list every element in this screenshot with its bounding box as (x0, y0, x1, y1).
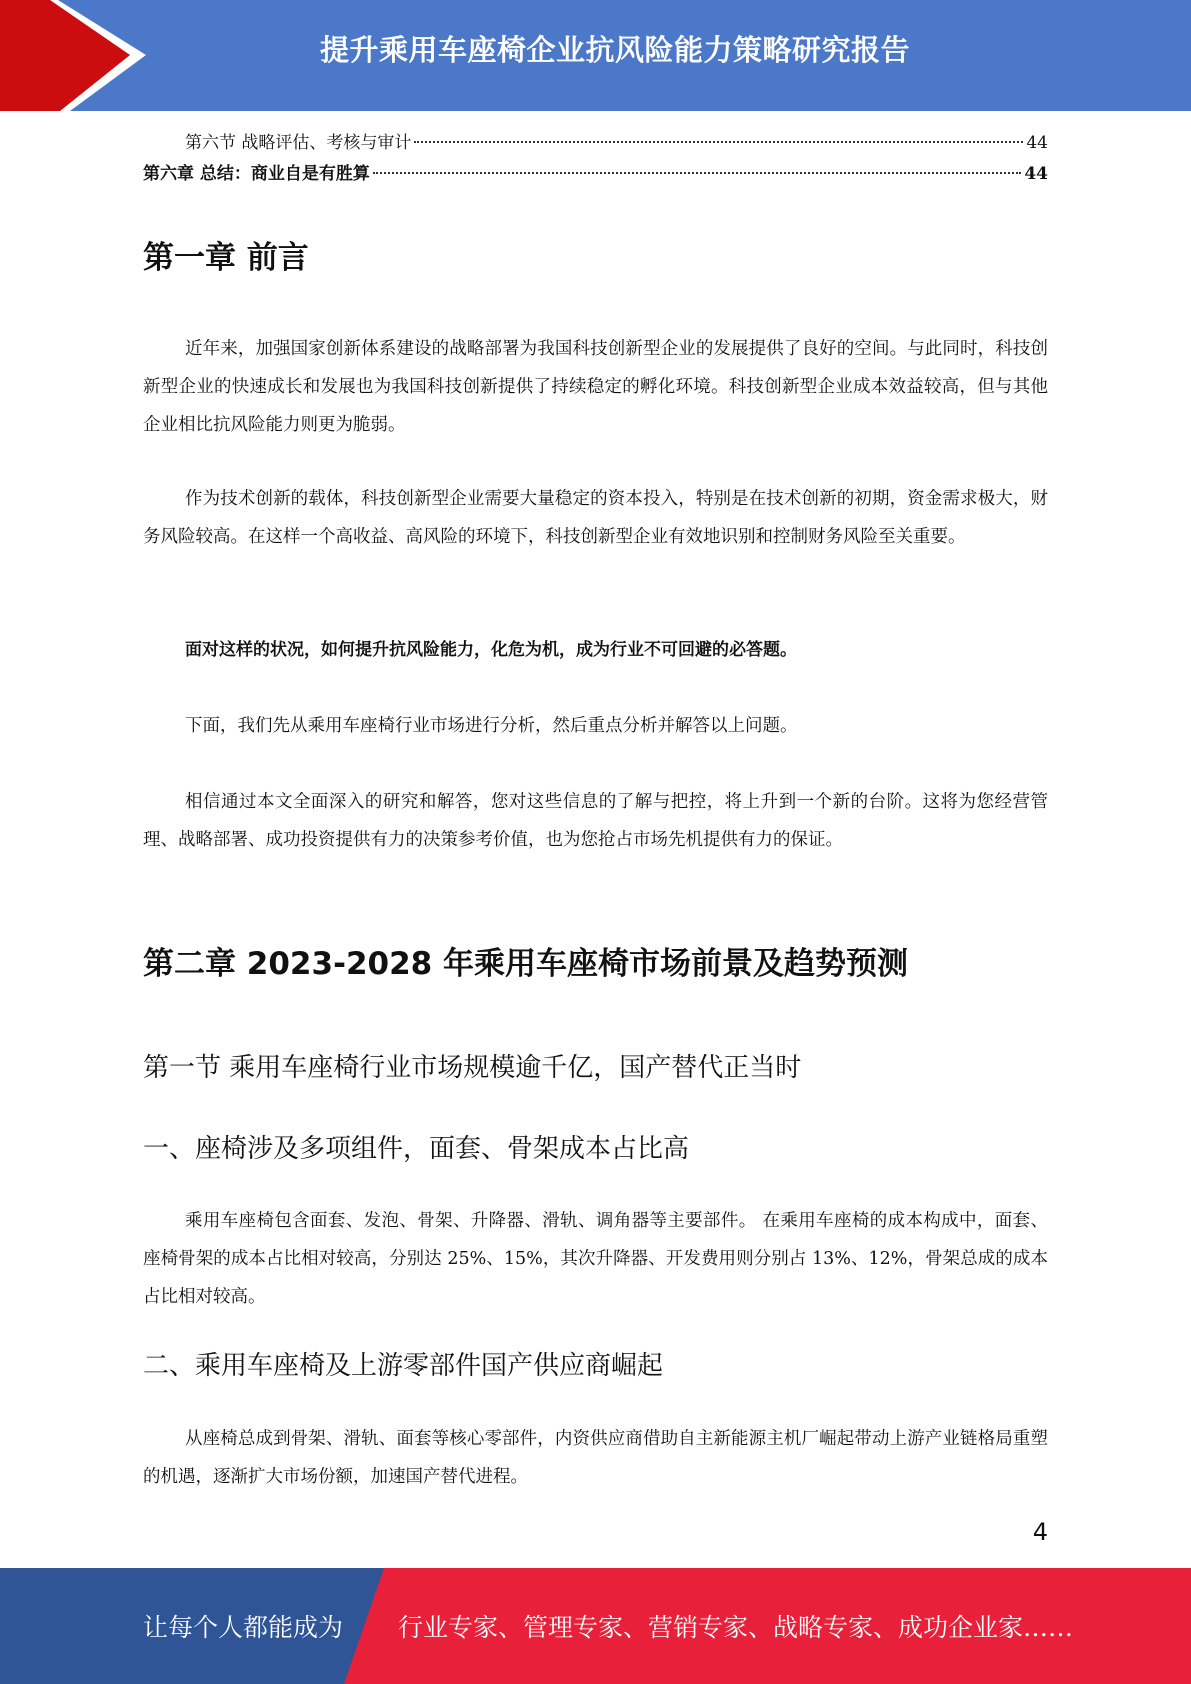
footer-slogan-left: 让每个人都能成为 (143, 1613, 344, 1642)
section-1-title: 第一节 乘用车座椅行业市场规模逾千亿，国产替代正当时 (143, 1053, 802, 1083)
paragraph: 相信通过本文全面深入的研究和解答，您对这些信息的了解与把控，将上升到一个新的台阶。这将为您经营管理、战略部署、成功投资提供有力的决策参考价值，也为您抢占市场先机提供有力的保证。 (143, 792, 1048, 850)
table-of-contents (143, 128, 1048, 190)
toc-entry[interactable] (143, 159, 1048, 190)
chevron-decoration-icon (0, 0, 160, 111)
chapter-2-title: 第二章 2023-2028 年乘用车座椅市场前景及趋势预测 (143, 946, 909, 982)
subsection-2-title: 二、乘用车座椅及上游零部件国产供应商崛起 (143, 1351, 664, 1381)
paragraph: 从座椅总成到骨架、滑轨、面套等核心零部件，内资供应商借助自主新能源主机厂崛起带动上游产业链格局重塑的机遇，逐渐扩大市场份额，加速国产替代进程。 (143, 1429, 1048, 1487)
footer-slogan-right: 行业专家、管理专家、营销专家、战略专家、成功企业家…… (398, 1613, 1074, 1642)
paragraph: 乘用车座椅包含面套、发泡、骨架、升降器、滑轨、调角器等主要部件。 在乘用车座椅的成本构成中，面套、座椅骨架的成本占比相对较高，分别达 25%、15%，其次升降器、开发费用则分别占 13%、12%，骨架总成的成本占比相对较高。 (143, 1211, 1048, 1307)
paragraph: 作为技术创新的载体，科技创新型企业需要大量稳定的资本投入，特别是在技术创新的初期，资金需求极大，财务风险较高。在这样一个高收益、高风险的环境下，科技创新型企业有效地识别和控制财务风险至关重要。 (143, 489, 1048, 547)
emphasis-paragraph: 面对这样的状况，如何提升抗风险能力，化危为机，成为行业不可回避的必答题。 (185, 640, 797, 660)
paragraph: 近年来，加强国家创新体系建设的战略部署为我国科技创新型企业的发展提供了良好的空间。与此同时，科技创新型企业的快速成长和发展也为我国科技创新提供了持续稳定的孵化环境。科技创新型企业成本效益较高，但与其他企业相比抗风险能力则更为脆弱。 (143, 339, 1048, 435)
toc-entry-label: 第六节 战略评估、考核与审计 (185, 133, 412, 153)
report-title: 提升乘用车座椅企业抗风险能力策略研究报告 (319, 33, 910, 67)
page-header (0, 0, 1191, 111)
toc-entry-page: 44 (1024, 164, 1048, 184)
page-footer (0, 1568, 1191, 1684)
paragraph: 下面，我们先从乘用车座椅行业市场进行分析，然后重点分析并解答以上问题。 (185, 716, 798, 736)
subsection-1-title: 一、座椅涉及多项组件，面套、骨架成本占比高 (143, 1134, 690, 1164)
document-body (143, 128, 1048, 1487)
page-number: 4 (1032, 1518, 1048, 1546)
toc-leader (414, 141, 1023, 143)
toc-entry-page: 44 (1026, 133, 1048, 153)
toc-leader (373, 172, 1021, 174)
chapter-1-title: 第一章 前言 (143, 240, 309, 276)
toc-entry[interactable] (143, 128, 1048, 159)
toc-entry-label: 第六章 总结：商业自是有胜算 (143, 164, 370, 184)
